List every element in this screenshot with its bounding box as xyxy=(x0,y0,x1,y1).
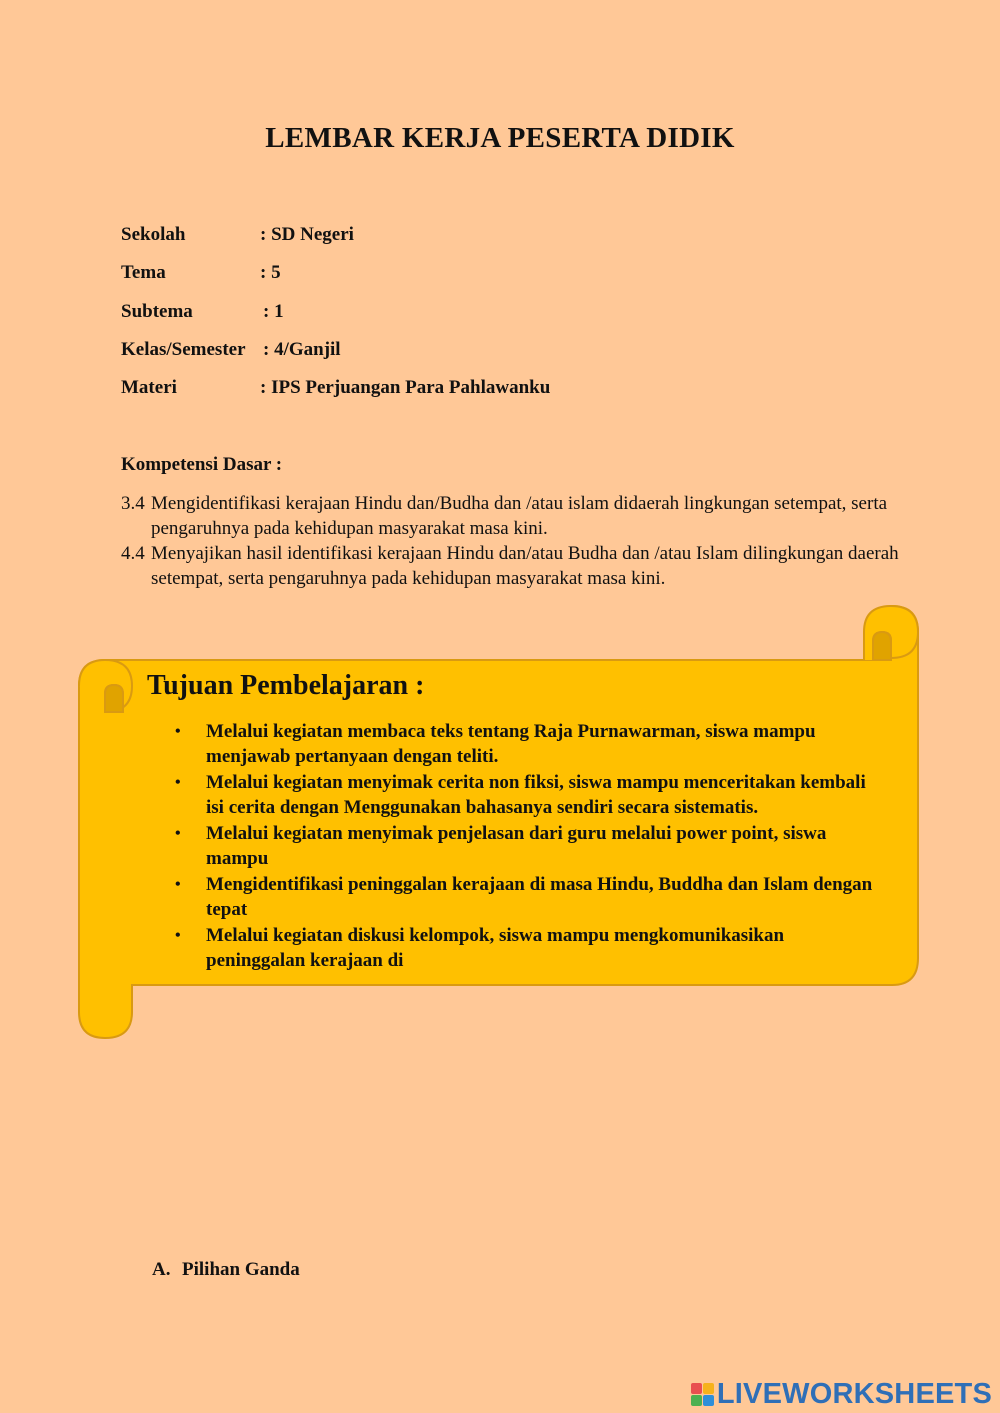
list-item xyxy=(175,923,875,973)
kompetensi-text: Menyajikan hasil identifikasi kerajaan Hindu dan/atau Budha dan /atau Islam dilingkungan daerah setempat, serta pengaruhnya pada kehidupan masyarakat masa kini. xyxy=(151,543,899,589)
list-item xyxy=(175,821,875,871)
tujuan-text: Melalui kegiatan diskusi kelompok, siswa mampu mengkomunikasikan peninggalan kerajaan di xyxy=(206,925,785,971)
list-item xyxy=(175,872,875,922)
tujuan-text: Melalui kegiatan menyimak cerita non fiksi, siswa mampu menceritakan kembali isi cerita dengan Menggunakan bahasanya sendiri secara sistematis. xyxy=(206,772,866,818)
tujuan-text: Melalui kegiatan membaca teks tentang Raja Purnawarman, siswa mampu menjawab pertanyaan dengan teliti. xyxy=(206,721,816,767)
tujuan-text: Mengidentifikasi peninggalan kerajaan di masa Hindu, Buddha dan Islam dengan tepat xyxy=(206,874,873,920)
info-label: Kelas/Semester xyxy=(121,339,246,360)
tujuan-list xyxy=(175,719,875,974)
section-label: Pilihan Ganda xyxy=(182,1259,300,1280)
section-pilihan-ganda xyxy=(152,1259,300,1281)
list-item xyxy=(175,770,875,820)
info-value: : SD Negeri xyxy=(260,224,354,245)
bullet-icon: • xyxy=(175,927,181,944)
worksheet-title: LEMBAR KERJA PESERTA DIDIK xyxy=(265,122,735,154)
kompetensi-number: 3.4 xyxy=(121,493,145,514)
info-label: Tema xyxy=(121,262,166,283)
section-letter: A. xyxy=(152,1259,171,1280)
logo-text: LIVEWORKSHEETS xyxy=(716,1377,992,1410)
info-label: Sekolah xyxy=(121,224,186,245)
info-value: : 4/Ganjil xyxy=(263,339,341,360)
bullet-icon: • xyxy=(175,876,181,893)
info-value: : IPS Perjuangan Para Pahlawanku xyxy=(260,377,551,398)
kompetensi-heading: Kompetensi Dasar : xyxy=(121,454,283,475)
info-label: Materi xyxy=(121,377,177,398)
list-item xyxy=(175,719,875,769)
bullet-icon: • xyxy=(175,774,181,791)
kompetensi-number: 4.4 xyxy=(121,543,145,564)
info-label: Subtema xyxy=(121,301,193,322)
info-value: : 5 xyxy=(260,262,281,283)
logo-blocks-icon xyxy=(691,1383,714,1406)
bullet-icon: • xyxy=(175,825,181,842)
bullet-icon: • xyxy=(175,723,181,740)
info-value: : 1 xyxy=(263,301,284,322)
tujuan-heading: Tujuan Pembelajaran : xyxy=(147,670,425,701)
kompetensi-text: Mengidentifikasi kerajaan Hindu dan/Budha dan /atau islam didaerah lingkungan setempat, serta pengaruhnya pada kehidupan masyarakat masa kini. xyxy=(151,493,888,539)
liveworksheets-logo[interactable] xyxy=(691,1376,992,1412)
tujuan-text: Melalui kegiatan menyimak penjelasan dari guru melalui power point, siswa mampu xyxy=(206,823,827,869)
